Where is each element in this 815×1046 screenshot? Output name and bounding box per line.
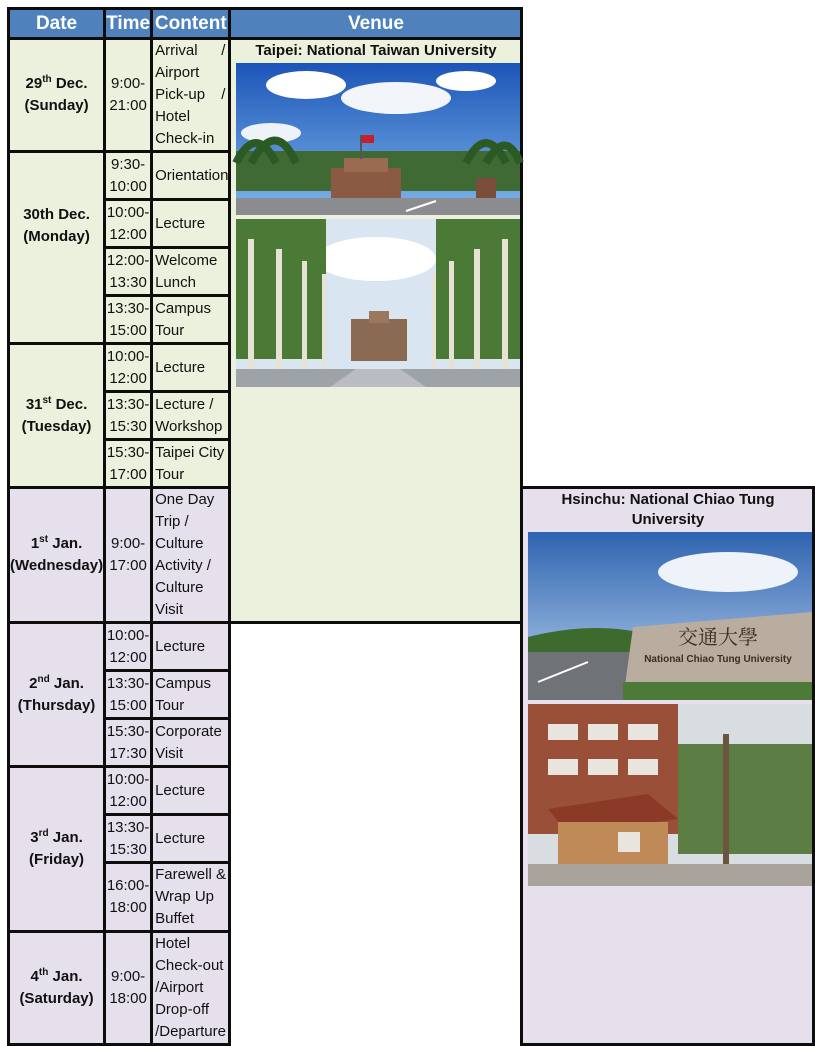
content-cell: Welcome Lunch [152,248,230,296]
time-cell: 16:00-18:00 [105,863,152,932]
time-cell: 9:00-17:00 [105,488,152,623]
schedule-table [7,7,815,1046]
content-cell: Farewell & Wrap Up Buffet [152,863,230,932]
signage-chinese: 交通大學 [678,625,759,649]
time-cell: 10:00-12:00 [105,767,152,815]
header-date: Date [9,9,105,39]
time-cell: 9:30-10:00 [105,152,152,200]
time-cell: 13:30-15:30 [105,392,152,440]
nctu-sign-photo [528,532,812,700]
signage-english: National Chiao Tung University [644,654,793,665]
venue-title: Taipei: National Taiwan University [255,42,497,59]
time-cell: 9:00-18:00 [105,932,152,1045]
content-cell: Lecture / Workshop [152,392,230,440]
time-cell: 10:00-12:00 [105,344,152,392]
content-cell: Taipei City Tour [152,440,230,488]
time-cell: 13:30-15:00 [105,671,152,719]
header-content: Content [152,9,230,39]
content-cell: Campus Tour [152,671,230,719]
date-cell: 29th Dec. (Sunday) [9,39,105,152]
date-cell: 30th Dec. (Monday) [9,152,105,344]
header-row [9,9,814,39]
date-cell: 2nd Jan. (Thursday) [9,623,105,767]
content-cell: One Day Trip / Culture Activity / Culture Visit [152,488,230,623]
date-cell: 3rd Jan. (Friday) [9,767,105,932]
content-cell: Lecture [152,344,230,392]
time-cell: 13:30-15:00 [105,296,152,344]
nctu-building-photo [528,704,812,886]
time-cell: 15:30-17:30 [105,719,152,767]
content-cell: Campus Tour [152,296,230,344]
content-cell: Lecture [152,815,230,863]
palm-boulevard-photo [236,219,520,387]
time-cell: 12:00-13:30 [105,248,152,296]
venue-hsinchu [522,488,814,1045]
content-cell: Hotel Check-out /Airport Drop-off /Departure [152,932,230,1045]
table-row [9,39,814,152]
time-cell: 10:00-12:00 [105,200,152,248]
header-venue: Venue [230,9,522,39]
date-cell: 4th Jan. (Saturday) [9,932,105,1045]
content-cell: Corporate Visit [152,719,230,767]
time-cell: 13:30-15:30 [105,815,152,863]
time-cell: 10:00-12:00 [105,623,152,671]
content-cell: Orientation [152,152,230,200]
header-time: Time [105,9,152,39]
time-cell: 9:00-21:00 [105,39,152,152]
content-cell: Lecture [152,623,230,671]
date-cell: 1st Jan. (Wednesday) [9,488,105,623]
ntu-gate-photo [236,63,520,215]
content-cell: Lecture [152,767,230,815]
time-cell: 15:30-17:00 [105,440,152,488]
date-cell: 31st Dec. (Tuesday) [9,344,105,488]
venue-title: Hsinchu: National Chiao Tung University [561,491,775,528]
venue-taipei [230,39,522,623]
content-cell: Lecture [152,200,230,248]
content-cell: Arrival / Airport Pick-up / Hotel Check-in [152,39,230,152]
